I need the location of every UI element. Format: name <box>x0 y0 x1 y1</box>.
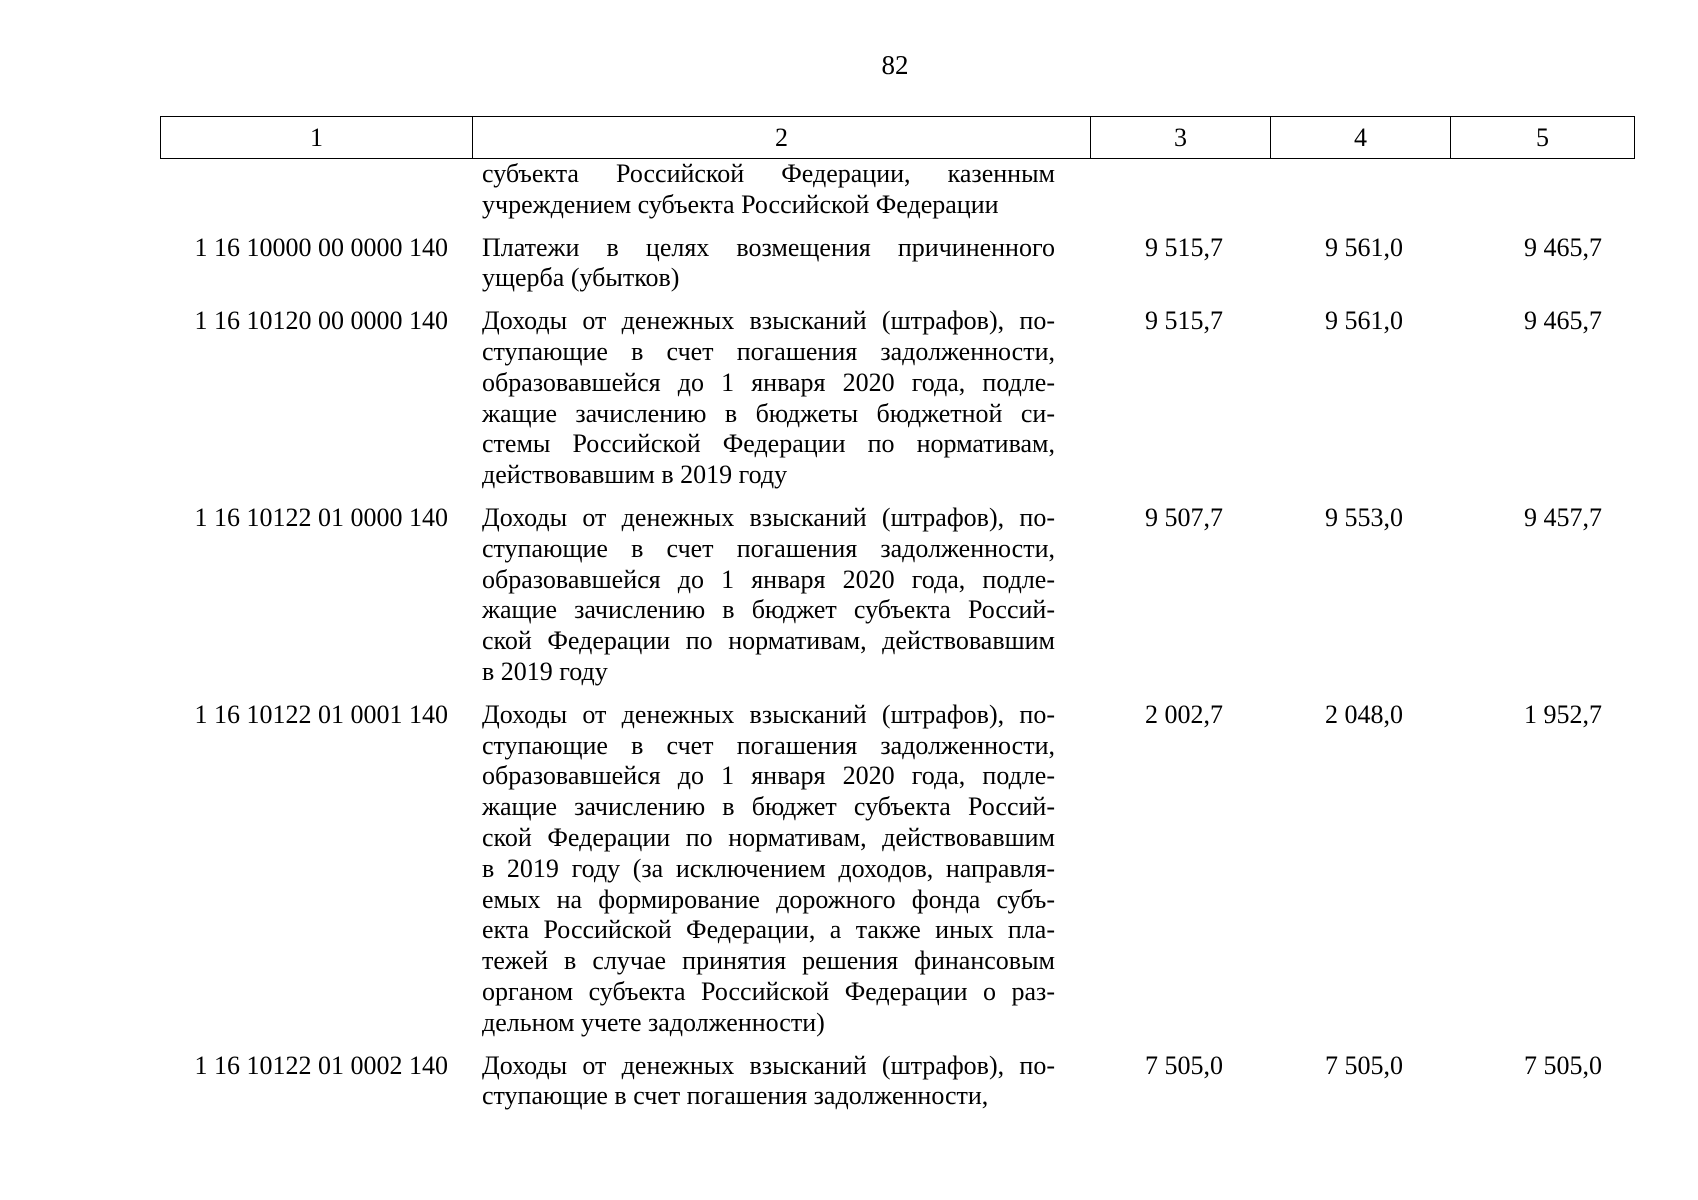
description-line: ступающие в счет погашения задолженности, <box>482 1081 989 1111</box>
description-line: ступающие в счет погашения задолженности, <box>482 533 1055 563</box>
value-col-3: 9 515,7 <box>1145 232 1223 262</box>
table-row <box>160 159 1634 221</box>
value-col-3: 9 507,7 <box>1145 502 1223 532</box>
value-col-3: 7 505,0 <box>1145 1050 1223 1080</box>
revenue-description <box>456 1051 1055 1113</box>
description-line: органом субъекта Российской Федерации о раз- <box>482 976 1055 1006</box>
header-col-5: 5 <box>1451 117 1635 159</box>
description-line: субъекта Российской Федерации, казенным <box>482 159 1055 188</box>
description-line: действовавшим в 2019 году <box>482 460 788 490</box>
table-row <box>160 233 1634 295</box>
value-col-4: 9 553,0 <box>1325 502 1403 532</box>
page-number: 82 <box>881 50 909 80</box>
table-row <box>160 306 1634 491</box>
table-row <box>160 1051 1634 1113</box>
description-line: жащие зачислению в бюджеты бюджетной си- <box>482 398 1055 428</box>
revenue-code: 1 16 10122 01 0001 140 <box>194 699 448 729</box>
description-line: учреждением субъекта Российской Федерации <box>482 189 999 219</box>
revenue-description <box>456 306 1055 491</box>
description-line: ской Федерации по нормативам, действовавшим <box>482 626 1055 656</box>
description-line: жащие зачислению в бюджет субъекта Россий- <box>482 595 1055 625</box>
table-header <box>160 116 1635 159</box>
value-col-5: 9 457,7 <box>1524 502 1602 532</box>
description-line: дельном учете задолженности) <box>482 1007 825 1037</box>
header-col-4: 4 <box>1271 117 1451 159</box>
value-col-5: 9 465,7 <box>1524 232 1602 262</box>
description-line: Доходы от денежных взысканий (штрафов), по- <box>482 502 1055 532</box>
value-col-3: 9 515,7 <box>1145 306 1223 336</box>
value-col-4: 2 048,0 <box>1325 699 1403 729</box>
table-row <box>160 503 1634 688</box>
value-col-4: 7 505,0 <box>1325 1050 1403 1080</box>
value-col-5: 7 505,0 <box>1524 1050 1602 1080</box>
description-line: емых на формирование дорожного фонда субъ- <box>482 884 1055 914</box>
value-col-4: 9 561,0 <box>1325 232 1403 262</box>
description-line: Доходы от денежных взысканий (штрафов), по- <box>482 306 1055 336</box>
revenue-code: 1 16 10000 00 0000 140 <box>194 232 448 262</box>
description-line: ской Федерации по нормативам, действовавшим <box>482 822 1055 852</box>
revenue-code: 1 16 10120 00 0000 140 <box>194 306 448 336</box>
description-line: Платежи в целях возмещения причиненного <box>482 232 1055 262</box>
description-line: ступающие в счет погашения задолженности, <box>482 730 1055 760</box>
description-line: образовавшейся до 1 января 2020 года, подле- <box>482 761 1055 791</box>
description-line: образовавшейся до 1 января 2020 года, подле- <box>482 564 1055 594</box>
value-col-5: 9 465,7 <box>1524 306 1602 336</box>
description-line: Доходы от денежных взысканий (штрафов), по- <box>482 699 1055 729</box>
header-col-3: 3 <box>1091 117 1271 159</box>
description-line: образовавшейся до 1 января 2020 года, подле- <box>482 367 1055 397</box>
table-row <box>160 700 1634 1039</box>
value-col-4: 9 561,0 <box>1325 306 1403 336</box>
description-line: Доходы от денежных взысканий (штрафов), по- <box>482 1050 1055 1080</box>
value-col-5: 1 952,7 <box>1524 699 1602 729</box>
header-col-1: 1 <box>161 117 473 159</box>
revenue-description <box>456 503 1055 688</box>
value-col-3: 2 002,7 <box>1145 699 1223 729</box>
revenue-description <box>456 233 1055 295</box>
description-line: ступающие в счет погашения задолженности, <box>482 336 1055 366</box>
description-line: ущерба (убытков) <box>482 263 680 293</box>
revenue-description <box>456 700 1055 1039</box>
description-line: стемы Российской Федерации по нормативам, <box>482 429 1055 459</box>
description-line: жащие зачислению в бюджет субъекта Россий- <box>482 792 1055 822</box>
description-line: в 2019 году <box>482 656 608 686</box>
revenue-code: 1 16 10122 01 0000 140 <box>194 502 448 532</box>
table-body <box>160 159 1634 1124</box>
revenue-code: 1 16 10122 01 0002 140 <box>194 1050 448 1080</box>
description-line: в 2019 году (за исключением доходов, направля- <box>482 853 1055 883</box>
header-col-2: 2 <box>473 117 1091 159</box>
description-line: екта Российской Федерации, а также иных пла- <box>482 915 1055 945</box>
description-line: тежей в случае принятия решения финансовым <box>482 946 1055 976</box>
revenue-description <box>456 159 1055 221</box>
